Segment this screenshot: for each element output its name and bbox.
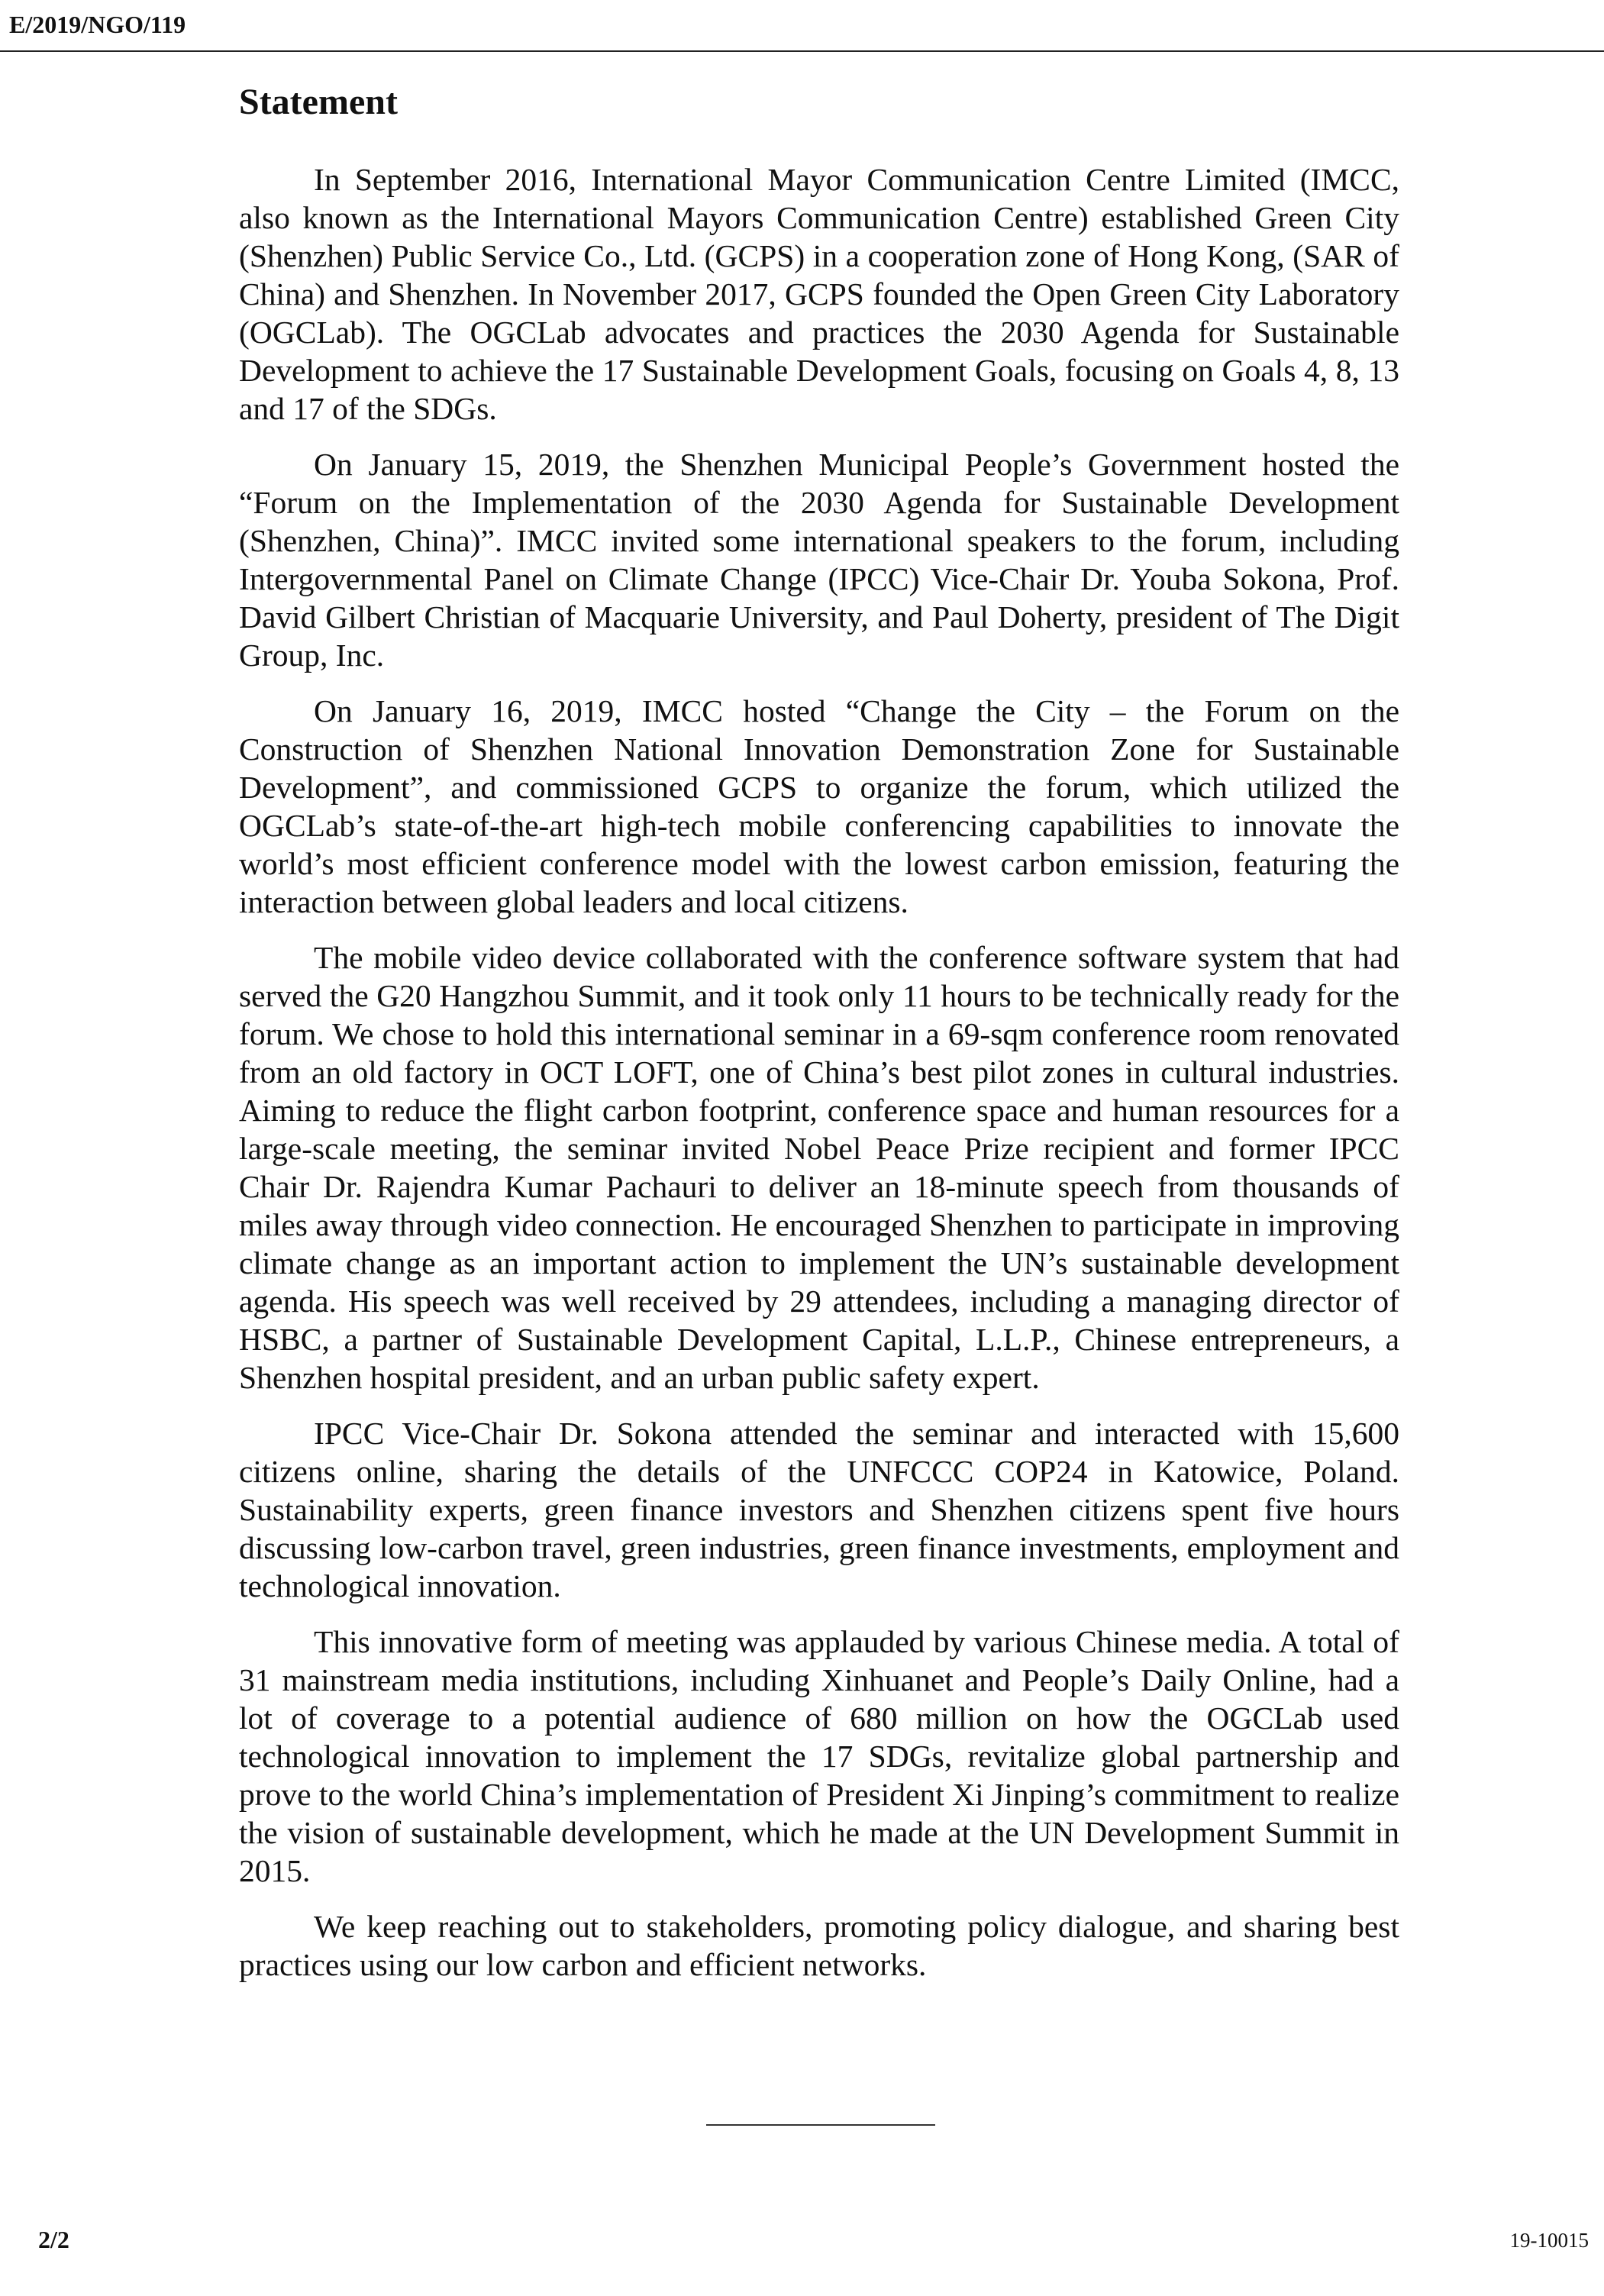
paragraph-6: This innovative form of meeting was applauded by various Chinese media. A total of 31 mainstream media institutions, including Xinhuanet and People’s Daily Online, had a lot of coverage to a potential audience of 680 million on how the OGCLab used technological innovation to implement the 17 SDGs, revitalize global partnership and prove to the world China’s implementation of President Xi Jinping’s commitment to realize the vision of sustainable development, which he made at the UN Development Summit in 2015. <box>239 1624 1399 1888</box>
document-symbol: E/2019/NGO/119 <box>9 11 186 38</box>
page-number: 2/2 <box>38 2226 69 2253</box>
paragraph-1: In September 2016, International Mayor Communication Centre Limited (IMCC, also known as the International Mayors Communication Centre) established Green City (Shenzhen) Public Service Co., Ltd. (GCPS) in a cooperation zone of Hong Kong, (SAR of China) and Shenzhen. In November 2017, GCPS founded the Open Green City Laboratory (OGCLab). The OGCLab advocates and practices the 2030 Agenda for Sustainable Development to achieve the 17 Sustainable Development Goals, focusing on Goals 4, 8, 13 and 17 of the SDGs. <box>239 162 1399 426</box>
end-of-document-rule <box>706 2124 935 2126</box>
paragraph-5: IPCC Vice-Chair Dr. Sokona attended the seminar and interacted with 15,600 citizens online, sharing the details of the UNFCCC COP24 in Katowice, Poland. Sustainability experts, green finance investors and Shenzhen citizens spent five hours discussing low-carbon travel, green industries, green finance investments, employment and technological innovation. <box>239 1416 1399 1603</box>
section-title: Statement <box>239 82 398 122</box>
page-header <box>0 0 1604 52</box>
paragraph-7: We keep reaching out to stakeholders, promoting policy dialogue, and sharing best practices using our low carbon and efficient networks. <box>239 1909 1399 1982</box>
paragraph-4: The mobile video device collaborated with the conference software system that had served the G20 Hangzhou Summit, and it took only 11 hours to be technically ready for the forum. We chose to hold this international seminar in a 69-sqm conference room renovated from an old factory in OCT LOFT, one of China’s best pilot zones in cultural industries. Aiming to reduce the flight carbon footprint, conference space and human resources for a large-scale meeting, the seminar invited Nobel Peace Prize recipient and former IPCC Chair Dr. Rajendra Kumar Pachauri to deliver an 18-minute speech from thousands of miles away through video connection. He encouraged Shenzhen to participate in improving climate change as an important action to implement the UN’s sustainable development agenda. His speech was well received by 29 attendees, including a managing director of HSBC, a partner of Sustainable Development Capital, L.L.P., Chinese entrepreneurs, a Shenzhen hospital president, and an urban public safety expert. <box>239 940 1399 1395</box>
statement-body <box>239 160 1399 2001</box>
paragraph-2: On January 15, 2019, the Shenzhen Municipal People’s Government hosted the “Forum on the Implementation of the 2030 Agenda for Sustainable Development (Shenzhen, China)”. IMCC invited some international speakers to the forum, including Intergovernmental Panel on Climate Change (IPCC) Vice-Chair Dr. Youba Sokona, Prof. David Gilbert Christian of Macquarie University, and Paul Doherty, president of The Digit Group, Inc. <box>239 447 1399 673</box>
paragraph-3: On January 16, 2019, IMCC hosted “Change the City – the Forum on the Construction of Shenzhen National Innovation Demonstration Zone for Sustainable Development”, and commissioned GCPS to organize the forum, which utilized the OGCLab’s state-of-the-art high-tech mobile conferencing capabilities to innovate the world’s most efficient conference model with the lowest carbon emission, featuring the interaction between global leaders and local citizens. <box>239 693 1399 919</box>
job-number: 19-10015 <box>1509 2229 1589 2252</box>
